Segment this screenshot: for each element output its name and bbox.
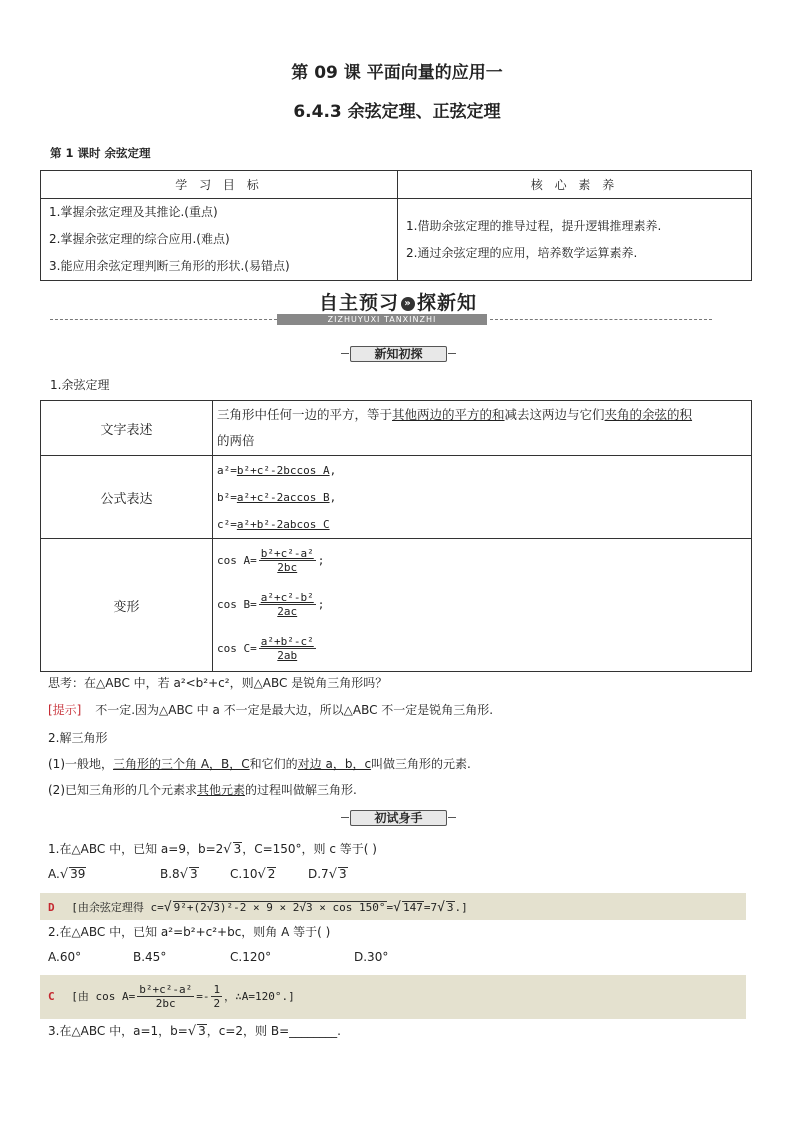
question-stem: 1.在△ABC 中，已知 a=9，b=2√ 3，C=150°，则 c 等于( ) xyxy=(48,842,377,857)
fraction: $\frac{\text{a²+b²-c²}}{2ab}$ xyxy=(260,635,314,662)
tip-text: 不一定.因为△ABC 中 a 不一定是最大边，所以△ABC 不一定是锐角三角形. xyxy=(95,703,494,717)
answer-blank[interactable]: ________ xyxy=(289,1024,338,1038)
row-label: 文字表述 xyxy=(41,401,213,456)
literacy-item: 2.通过余弦定理的应用，培养数学运算素养. xyxy=(406,245,638,260)
answer-letter: C xyxy=(48,990,55,1003)
banner-subtitle: ZIZHUYUXI TANXINZHI xyxy=(277,314,487,325)
banner-title-b: 探新知 xyxy=(417,292,478,314)
option-c: C.120° xyxy=(230,950,272,964)
subsection-heading: 初试身手 xyxy=(350,810,447,826)
item-heading: 2.解三角形 xyxy=(48,731,108,745)
answer-box xyxy=(40,975,746,1019)
chevron-right-icon: » xyxy=(401,297,415,311)
row-label: 公式表达 xyxy=(41,456,213,539)
goal-item: 1.掌握余弦定理及其推论.(重点) xyxy=(49,205,218,219)
goals-table xyxy=(40,170,752,281)
think-question: 思考：在△ABC 中，若 a²<b²+c²，则△ABC 是锐角三角形吗？ xyxy=(48,676,388,690)
subsection-heading: 新知初探 xyxy=(350,346,447,362)
formula-line: a²=b²+c²-2bccos A, xyxy=(217,463,337,477)
option-c: C.10√ 2 xyxy=(230,867,276,882)
option-d: D.7√ 3 xyxy=(308,867,347,882)
row-label: 变形 xyxy=(41,539,213,672)
variant-line: cos C= $\frac{\text{a²+b²-c²}}{2ab}$ xyxy=(217,635,314,662)
banner-title-a: 自主预习 xyxy=(318,292,399,314)
variant-cell xyxy=(213,539,752,672)
answer-box xyxy=(40,893,746,920)
variant-line: cos A= $\frac{\text{b²+c²-a²}}{2bc}$ ; xyxy=(217,547,325,574)
goal-item: 2.掌握余弦定理的综合应用.(难点) xyxy=(49,232,230,246)
formula-cell xyxy=(213,456,752,539)
banner-title xyxy=(288,288,508,315)
formula-line: b²=a²+c²-2accos B, xyxy=(217,490,337,504)
fraction: $\frac{\text{b²+c²-a²}}{2bc}$ xyxy=(139,983,193,1010)
literacy-item: 1.借助余弦定理的推导过程，提升逻辑推理素养. xyxy=(406,218,662,233)
formula-line: c²=a²+b²-2abcos C xyxy=(217,517,330,531)
question-stem: 2.在△ABC 中，已知 a²=b²+c²+bc，则角 A 等于( ) xyxy=(48,925,331,939)
statement-underline: 其他两边的平方的和 xyxy=(392,407,505,422)
fraction: $\frac{1}{2}$ xyxy=(213,983,221,1010)
statement-text: 的两倍 xyxy=(217,433,255,448)
goals-header: 学 习 目 标 xyxy=(41,171,398,199)
option-a: A.√ 39 xyxy=(48,867,86,882)
cosine-law-table xyxy=(40,400,752,672)
fraction: $\frac{\text{a²+c²-b²}}{2ac}$ xyxy=(260,591,314,618)
option-b: B.45° xyxy=(133,950,167,964)
question-options xyxy=(48,867,347,882)
document-title: 第 09 课 平面向量的应用一 xyxy=(291,63,503,83)
goals-cell xyxy=(41,199,398,281)
answer-explanation: D [由余弦定理得 c=√ 9²+(2√3)²-2 × 9 × 2√3 × cos 150°=√ 147=7√ 3.] xyxy=(48,900,468,915)
text-statement xyxy=(213,401,752,456)
option-b: B.8√ 3 xyxy=(160,867,198,882)
question-stem: 3.在△ABC 中，a=1，b=√ 3，c=2，则 B=________. xyxy=(48,1024,341,1039)
tip xyxy=(48,701,493,718)
definition-line: (2)已知三角形的几个元素求其他元素的过程叫做解三角形. xyxy=(48,783,357,797)
fraction: $\frac{\text{b²+c²-a²}}{2bc}$ xyxy=(260,547,314,574)
literacy-cell xyxy=(398,199,752,281)
variant-line: cos B= $\frac{\text{a²+c²-b²}}{2ac}$ ; xyxy=(217,591,325,618)
question-options xyxy=(48,950,389,964)
goal-item: 3.能应用余弦定理判断三角形的形状.(易错点) xyxy=(49,259,290,273)
banner-divider-left xyxy=(50,319,282,320)
answer-letter: D xyxy=(48,901,55,914)
definition-line: (1)一般地，三角形的三个角 A，B，C和它们的对边 a，b，c叫做三角形的元素. xyxy=(48,757,471,771)
literacy-header: 核 心 素 养 xyxy=(398,171,752,199)
tip-label: [提示] xyxy=(48,703,82,717)
option-a: A.60° xyxy=(48,950,82,964)
lesson-label: 第 1 课时 余弦定理 xyxy=(50,146,151,160)
option-d: D.30° xyxy=(354,950,389,964)
statement-text: 三角形中任何一边的平方，等于 xyxy=(217,407,393,422)
banner-divider-right xyxy=(490,319,712,320)
item-heading: 1.余弦定理 xyxy=(50,378,110,392)
statement-underline: 夹角的余弦的积 xyxy=(604,407,693,422)
section-title: 6.4.3 余弦定理、正弦定理 xyxy=(293,102,501,122)
statement-text: 减去这两边与它们 xyxy=(504,407,605,422)
answer-explanation: C [由 cos A= $\frac{\text{b²+c²-a²}}{2bc}$ =- $\frac{1}{2}$ ，∴A=120°.] xyxy=(48,983,295,1010)
